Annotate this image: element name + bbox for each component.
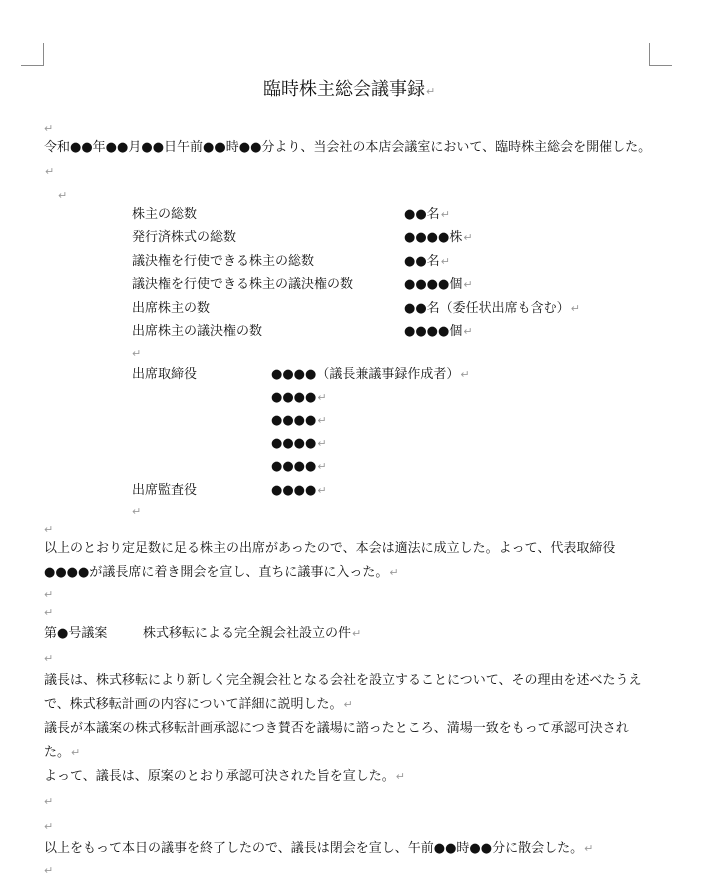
auditor-label: 出席監査役 [132, 483, 198, 498]
stat-value: ●●名↵ [404, 207, 450, 222]
paragraph-mark: ↵ [44, 820, 54, 833]
agenda-title: 株式移転による完全親会社設立の件↵ [143, 626, 362, 641]
agenda-vote-paragraph: 議長が本議案の株式移転計画承認につき賛否を議場に諮ったところ、満場一致をもって承認可決された。↵ [44, 721, 629, 760]
agenda-number: 第●号議案 [44, 626, 108, 641]
director-name: ●●●●↵ [271, 459, 327, 474]
agenda-explanation-paragraph: 議長は、株式移転により新しく完全親会社となる会社を設立することについて、その理由を述べたうえで、株式移転計画の内容について詳細に説明した。↵ [44, 673, 642, 712]
paragraph-mark: ↵ [44, 606, 54, 619]
director-name: ●●●●（議長兼議事録作成者）↵ [271, 367, 470, 382]
paragraph-mark: ↵ [44, 122, 54, 135]
stat-label: 発行済株式の総数 [132, 230, 237, 245]
auditor-name: ●●●●↵ [271, 483, 327, 498]
paragraph-mark: ↵ [44, 795, 54, 808]
paragraph-mark: ↵ [132, 505, 142, 518]
paragraph-mark: ↵ [132, 347, 142, 360]
paragraph-mark: ↵ [44, 588, 54, 601]
margin-corner-top-left [21, 43, 44, 66]
paragraph-mark: ↵ [44, 523, 54, 536]
paragraph-mark: ↵ [58, 189, 68, 202]
document-title: 臨時株主総会議事録↵ [263, 79, 436, 100]
stat-label: 議決権を行使できる株主の総数 [132, 254, 315, 269]
stat-label: 議決権を行使できる株主の議決権の数 [132, 277, 354, 292]
directors-label: 出席取締役 [132, 367, 198, 382]
stat-value: ●●名（委任状出席も含む）↵ [404, 301, 580, 316]
director-name: ●●●●↵ [271, 436, 327, 451]
closing-paragraph: 以上をもって本日の議事を終了したので、議長は閉会を宣し、午前●●時●●分に散会した。↵ [44, 841, 594, 856]
margin-corner-top-right [649, 43, 672, 66]
stat-value: ●●●●個↵ [404, 277, 473, 292]
stat-value: ●●名↵ [404, 254, 450, 269]
quorum-paragraph: 以上のとおり定足数に足る株主の出席があったので、本会は適法に成立した。よって、代表取締役●●●●が議長席に着き開会を宣し、直ちに議事に入った。↵ [44, 541, 616, 580]
stat-value: ●●●●株↵ [404, 230, 473, 245]
director-name: ●●●●↵ [271, 413, 327, 428]
opening-paragraph: 令和●●年●●月●●日午前●●時●●分より、当会社の本店会議室において、臨時株主総会を開催した。↵ [44, 140, 652, 178]
paragraph-mark: ↵ [44, 652, 54, 665]
stat-value: ●●●●個↵ [404, 324, 473, 339]
stat-label: 出席株主の数 [132, 301, 211, 316]
stat-label: 出席株主の議決権の数 [132, 324, 263, 339]
director-name: ●●●●↵ [271, 390, 327, 405]
agenda-declaration-paragraph: よって、議長は、原案のとおり承認可決された旨を宣した。↵ [44, 769, 405, 784]
paragraph-mark: ↵ [44, 864, 54, 877]
stat-label: 株主の総数 [132, 207, 198, 222]
